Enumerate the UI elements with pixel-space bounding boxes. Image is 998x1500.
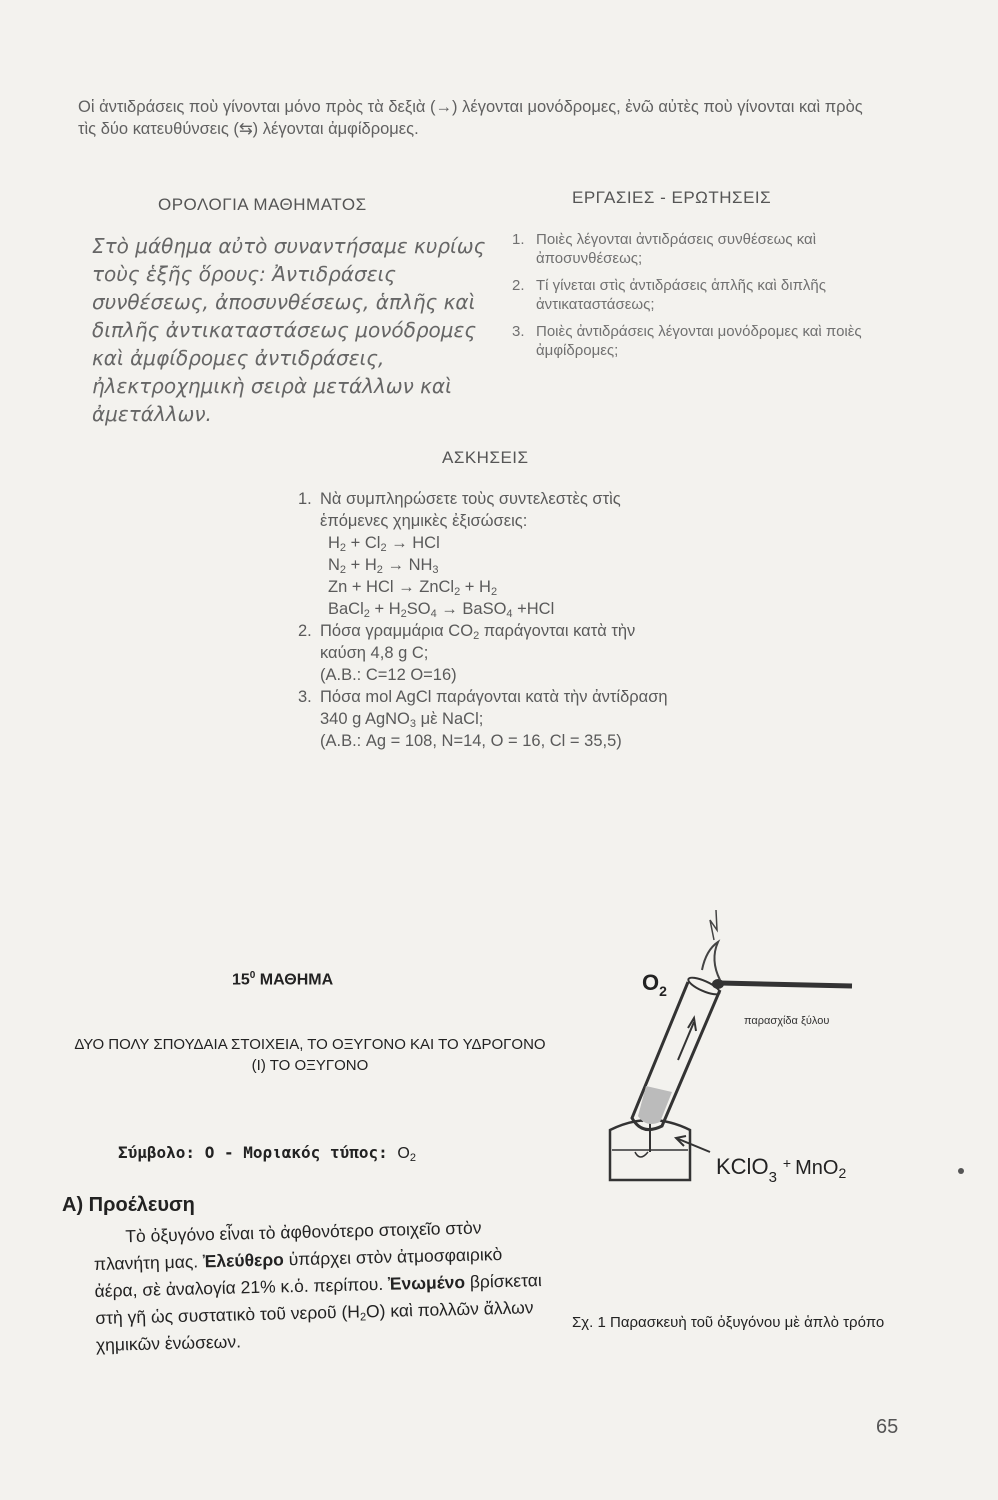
splint-label: παρασχίδα ξύλου: [744, 1015, 830, 1027]
section-heading: Α) Προέλευση: [62, 1194, 195, 1216]
question-item: [512, 276, 892, 314]
equation-1: $H_2 + Cl_2$ → HCl: [328, 534, 440, 554]
lesson-subtitle: (Ι) ΤΟ ΟΞΥΓΟΝΟ: [251, 1057, 369, 1074]
question-text: Ποιὲς λέγονται ἀντιδράσεις συνθέσεως καὶ ἀποσυνθέσεως;: [536, 231, 817, 267]
lesson-title: [60, 1034, 560, 1076]
exercise-text: Νὰ συμπληρώσετε τοὺς συντελεστὲς στὶς ἑπόμενες χημικὲς ἐξισώσεις:: [320, 490, 621, 530]
equation-3: Zn + HCl → ZnCl$_2$ + $H_2$: [328, 578, 498, 598]
question-item: [512, 230, 892, 268]
question-number: 2.: [512, 277, 525, 294]
question-number: 3.: [512, 323, 525, 340]
intro-paragraph: Οἱ ἀντιδράσεις ποὺ γίνονται μόνο πρὸς τὰ δεξιὰ (→) λέγονται μονόδρομες, ἐνῶ αὐτὲς ποὺ γίνονται καὶ πρὸς τὶς δύο κατευθύνσεις (⇆) λέγονται ἀμφίδρομες.: [78, 98, 863, 138]
page-number: 65: [876, 1416, 899, 1438]
exercise-item: [298, 620, 678, 686]
terminology-text: Στὸ μάθημα αὐτὸ συναντήσαμε κυρίως τοὺς ἑξῆς ὅρους: Ἀντιδράσεις συνθέσεως, ἀποσυνθέσεως, ἁπλῆς καὶ διπλῆς ἀντικαταστάσεως μονόδρομες καὶ ἀμφίδρομες ἀντιδράσεις, ἠλεκτροχημικὴ σειρὰ μετάλλων καὶ ἀμετάλλων.: [92, 234, 486, 426]
section-paragraph: Τὸ ὀξυγόνο εἶναι τὸ ἀφθονότερο στοιχεῖο στὸν πλανήτη μας. Ἐλεύθερο ὑπάρχει στὸν ἀτμοσφαιρικὸ ἀέρα, σὲ ἀναλογία 21% κ.ὁ. περίπου. Ἐνωμένο βρίσκεται στὴ γῆ ὡς συστατικὸ τοῦ νεροῦ $(H_2O)$ καὶ πολλῶν ἄλλων χημικῶν ἑνώσεων.: [93, 1217, 542, 1355]
print-dot: [958, 1168, 964, 1174]
exercise-number: 2.: [298, 622, 312, 640]
questions-heading: ΕΡΓΑΣΙΕΣ - ΕΡΩΤΗΣΕΙΣ: [572, 188, 772, 207]
question-number: 1.: [512, 231, 525, 248]
figure-caption: Σχ. 1 Παρασκευὴ τοῦ ὀξυγόνου μὲ ἁπλὸ τρόπο: [572, 1314, 885, 1331]
oxygen-apparatus-figure: [590, 880, 920, 1190]
terminology-heading: ΟΡΟΛΟΓΙΑ ΜΑΘΗΜΑΤΟΣ: [158, 195, 367, 214]
exercise-note: (Α.Β.: C=12 O=16): [320, 666, 457, 684]
question-text: Ποιὲς ἀντιδράσεις λέγονται μονόδρομες καὶ ποιὲς ἀμφίδρομες;: [536, 323, 862, 359]
question-item: [512, 322, 892, 360]
exercises-list: [298, 488, 678, 752]
exercise-text: Πόσα γραμμάρια $CO_2$ παράγονται κατὰ τὴν καύση 4,8 g C;: [320, 622, 636, 662]
exercise-note: (Α.Β.: Ag = 108, N=14, O = 16, Cl = 35,5): [320, 732, 622, 750]
exercise-text: Πόσα mol AgCl παράγονται κατὰ τὴν ἀντίδραση 340 g AgNO$_3$ μὲ NaCl;: [320, 688, 668, 730]
spark-icon: [702, 942, 720, 980]
equation-4: BaCl$_2$ + $H_2SO_4$ → BaSO$_4$ +HCl: [328, 600, 555, 620]
equation-2: $N_2 + H_2 \to NH_3$: [328, 556, 439, 576]
symbol-line: Σύμβολο: Ο - Μοριακός τύπος: $O_2$: [118, 1143, 416, 1164]
exercises-heading: ΑΣΚΗΣΕΙΣ: [442, 448, 529, 467]
wooden-splint-icon: [720, 983, 852, 986]
o2-label: $O_2$: [642, 970, 667, 999]
question-text: Τί γίνεται στὶς ἀντιδράσεις ἁπλῆς καὶ διπλῆς ἀντικαταστάσεως;: [536, 277, 826, 313]
lesson-number: $15^0$ ΜΑΘΗΜΑ: [232, 970, 334, 989]
exercise-item: [298, 488, 678, 620]
lesson-title-line: ΔΥΟ ΠΟΛΥ ΣΠΟΥΔΑΙΑ ΣΤΟΙΧΕΙΑ, ΤΟ ΟΞΥΓΟΝΟ ΚΑΙ ΤΟ ΥΔΡΟΓΟΝΟ: [74, 1036, 546, 1053]
reagent-label: KClO$_3$+ MnO2: [716, 1154, 847, 1186]
exercise-number: 1.: [298, 490, 312, 508]
questions-list: [512, 230, 892, 368]
exercise-number: 3.: [298, 688, 312, 706]
exercise-item: [298, 686, 678, 752]
